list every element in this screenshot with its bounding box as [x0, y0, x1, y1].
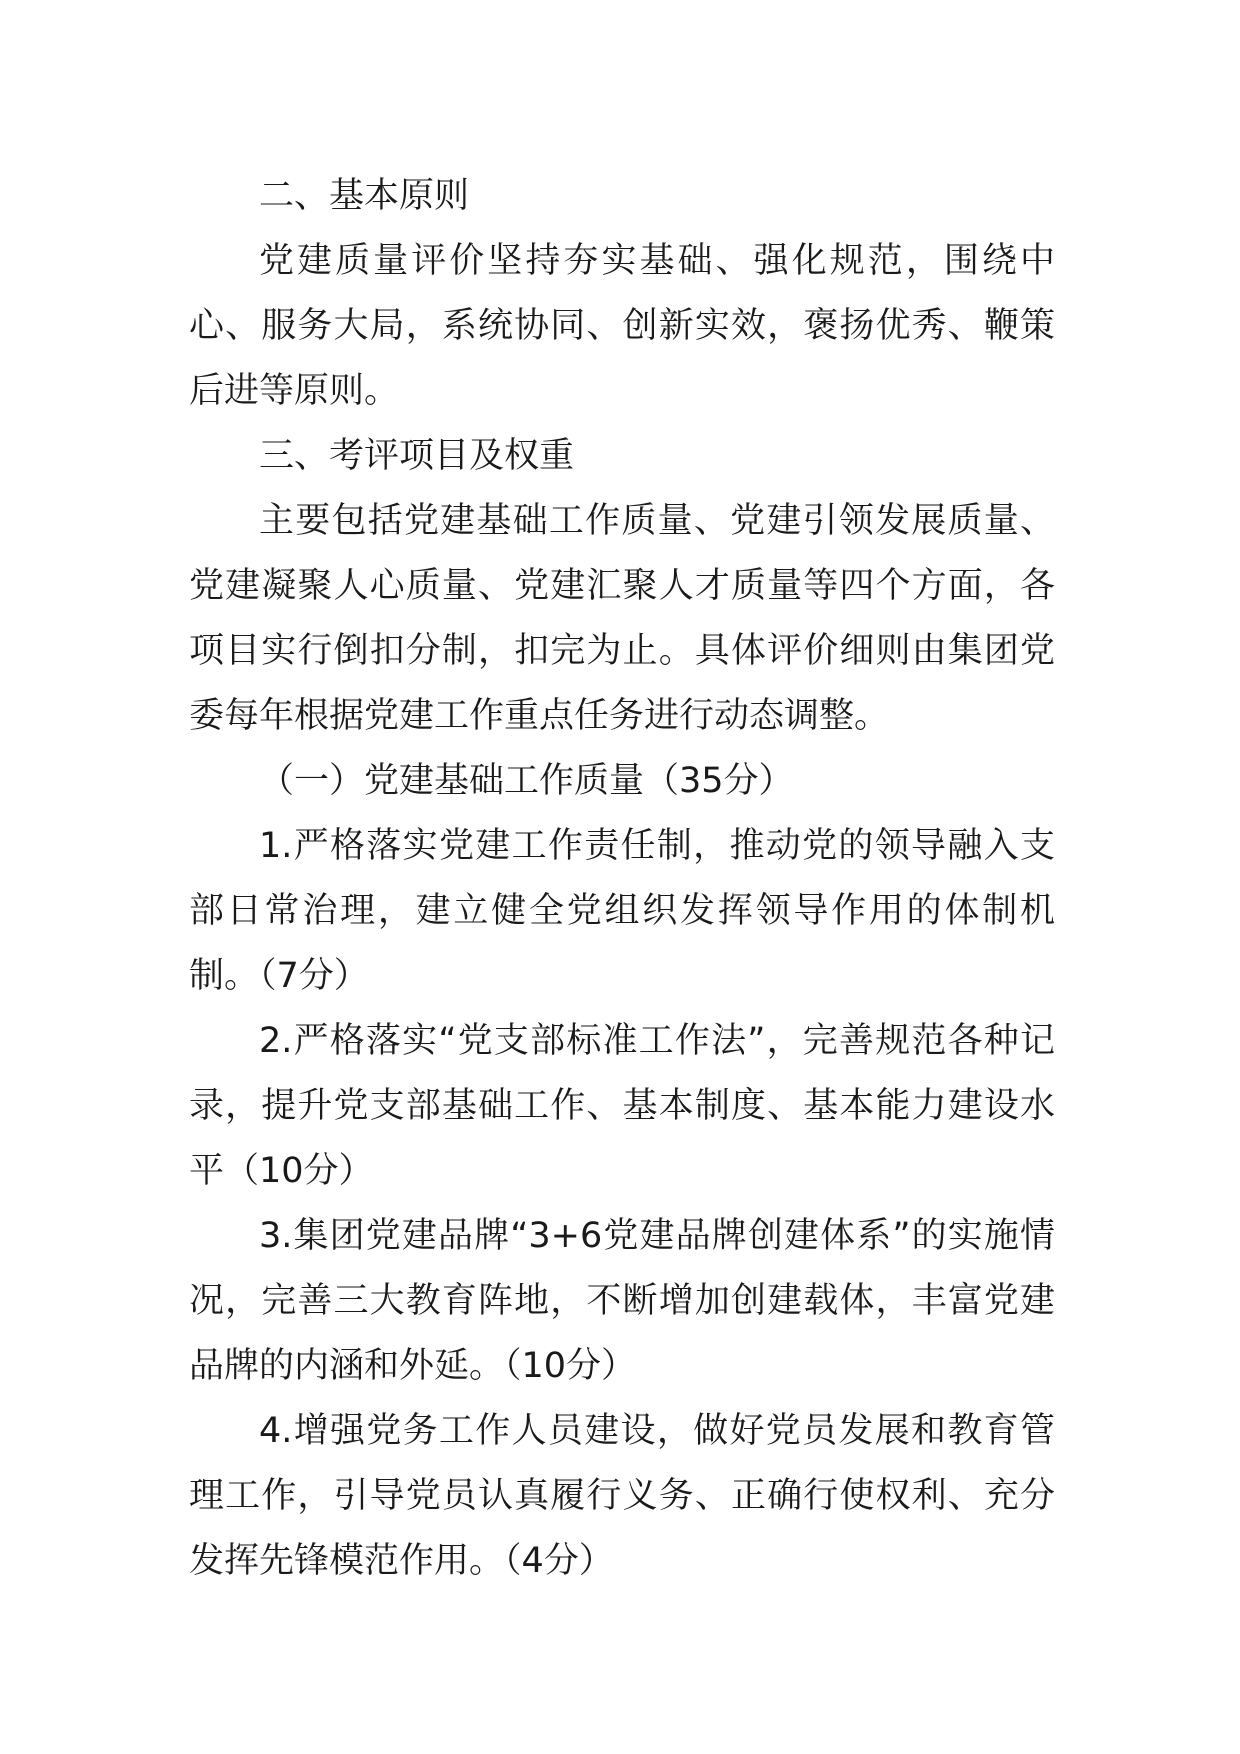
section-heading-evaluation-items: 三、考评项目及权重	[259, 436, 575, 476]
evaluation-items-paragraph: 主要包括党建基础工作质量、党建引领发展质量、党建凝聚人心质量、党建汇聚人才质量等四个方面，各项目实行倒扣分制，扣完为止。具体评价细则由集团党委每年根据党建工作重点任务进行动态调整。	[189, 501, 1055, 736]
subsection-heading-foundation-quality: （一）党建基础工作质量（35分）	[259, 761, 794, 801]
section-heading-basic-principles: 二、基本原则	[259, 176, 470, 216]
list-item-1: 1.严格落实党建工作责任制，推动党的领导融入支部日常治理，建立健全党组织发挥领导作用的体制机制。（7分）	[189, 826, 1055, 996]
document-page	[189, 164, 1055, 1594]
principles-paragraph: 党建质量评价坚持夯实基础、强化规范，围绕中心、服务大局，系统协同、创新实效，褒扬优秀、鞭策后进等原则。	[189, 241, 1055, 411]
list-item-4: 4.增强党务工作人员建设，做好党员发展和教育管理工作，引导党员认真履行义务、正确行使权利、充分发挥先锋模范作用。（4分）	[189, 1411, 1055, 1581]
list-item-2: 2.严格落实“党支部标准工作法”，完善规范各种记录，提升党支部基础工作、基本制度、基本能力建设水平（10分）	[189, 1021, 1055, 1191]
list-item-3: 3.集团党建品牌“3+6党建品牌创建体系”的实施情况，完善三大教育阵地，不断增加创建载体，丰富党建品牌的内涵和外延。（10分）	[189, 1216, 1055, 1386]
